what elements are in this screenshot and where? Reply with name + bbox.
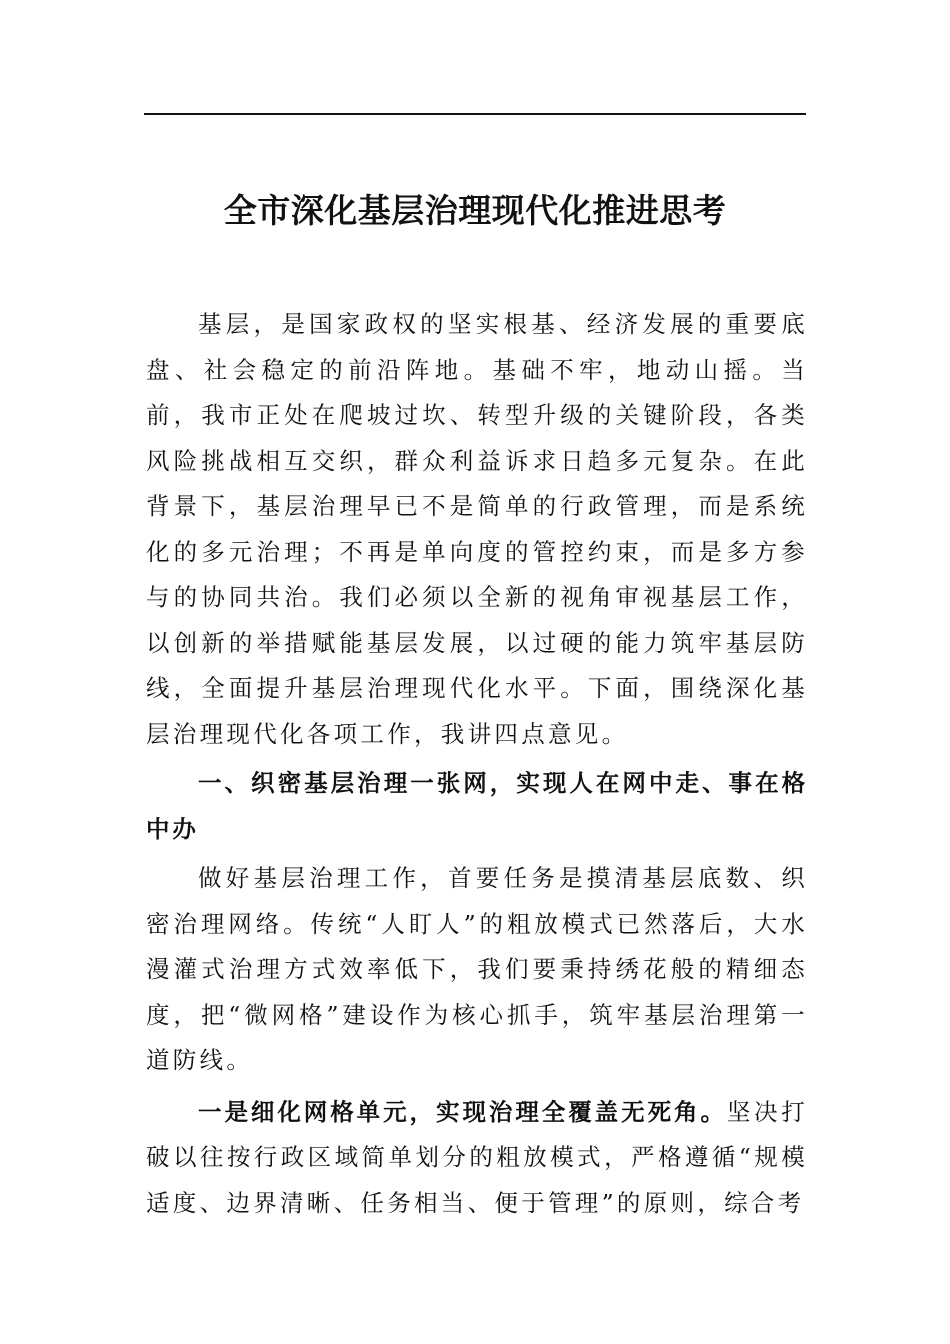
- header-rule: [144, 113, 806, 115]
- document-title: 全市深化基层治理现代化推进思考: [223, 191, 727, 230]
- point-1-paragraph: [146, 1090, 808, 1227]
- point-1-lead: 一是细化网格单元，实现治理全覆盖无死角。: [198, 1097, 727, 1126]
- intro-paragraph: 基层，是国家政权的坚实根基、经济发展的重要底盘、社会稳定的前沿阵地。基础不牢，地动山摇。当前，我市正处在爬坡过坎、转型升级的关键阶段，各类风险挑战相互交织，群众利益诉求日趋多元复杂。在此背景下，基层治理早已不是简单的行政管理，而是系统化的多元治理；不再是单向度的管控约束，而是多方参与的协同共治。我们必须以全新的视角审视基层工作，以创新的举措赋能基层发展，以过硬的能力筑牢基层防线，全面提升基层治理现代化水平。下面，围绕深化基层治理现代化各项工作，我讲四点意见。: [146, 310, 808, 748]
- point-1-text: 坚决打破以往按行政区域简单划分的粗放模式，严格遵循“规模适度、边界清晰、任务相当、便于管理”的原则，综合考: [146, 1097, 808, 1217]
- section-heading-1: 一、织密基层治理一张网，实现人在网中走、事在格中办: [146, 769, 808, 843]
- document-body: [146, 302, 808, 1226]
- section-1-paragraph: 做好基层治理工作，首要任务是摸清基层底数、织密治理网络。传统“人盯人”的粗放模式已然落后，大水漫灌式治理方式效率低下，我们要秉持绣花般的精细态度，把“微网格”建设作为核心抓手，筑牢基层治理第一道防线。: [146, 864, 808, 1074]
